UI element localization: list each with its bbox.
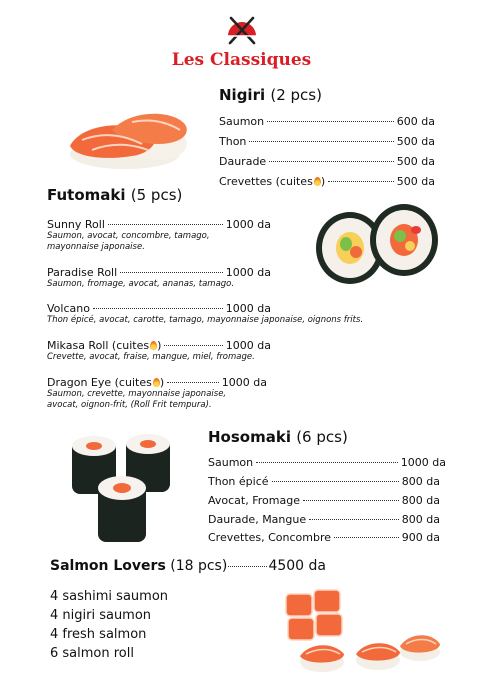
dot-leader — [256, 462, 398, 463]
item-price: 800 da — [401, 475, 440, 488]
item-name: Mikasa Roll (cuites ) — [47, 339, 162, 352]
nigiri-count: (2 pcs) — [270, 86, 322, 104]
item-name: Volcano — [47, 302, 90, 315]
futomaki-row-volcano — [47, 302, 271, 315]
item-description: Saumon, crevette, mayonnaise japonaise, avocat, oignon-frit, (Roll Frit tempura). — [47, 389, 227, 410]
item-name: Thon — [219, 135, 247, 148]
item-price: 1000 da — [225, 302, 271, 315]
list-item: 4 fresh salmon — [50, 627, 147, 642]
item-name: Crevettes, Concombre — [208, 531, 332, 544]
futomaki-row-dragon-eye — [47, 376, 267, 389]
dot-leader — [269, 161, 394, 162]
dot-leader — [164, 345, 222, 346]
item-description: Saumon, avocat, concombre, tamago, mayonnaise japonaise. — [47, 231, 210, 252]
item-price: 800 da — [401, 513, 440, 526]
futomaki-row-sunny — [47, 218, 271, 231]
futomaki-count: (5 pcs) — [130, 186, 183, 204]
list-item: 4 sashimi saumon — [50, 589, 169, 604]
futomaki-row-paradise — [47, 266, 271, 279]
item-price: 900 da — [401, 531, 440, 544]
dot-leader — [267, 121, 394, 122]
dot-leader — [249, 141, 393, 142]
nigiri-row-saumon — [219, 115, 435, 128]
item-price: 500 da — [396, 155, 435, 168]
dot-leader — [93, 308, 223, 309]
item-price: 800 da — [401, 494, 440, 507]
item-price: 1000 da — [225, 266, 271, 279]
item-description: Thon épicé, avocat, carotte, tamago, mayonnaise japonaise, oignons frits. — [47, 315, 364, 325]
dot-leader — [272, 481, 399, 482]
item-price: 1000 da — [221, 376, 267, 389]
hosomaki-row-saumon — [208, 456, 446, 469]
nigiri-row-daurade — [219, 155, 435, 168]
futomaki-title: Futomaki — [47, 186, 126, 204]
salmon-lovers-list — [50, 587, 168, 663]
dot-leader — [309, 519, 399, 520]
item-description: Saumon, fromage, avocat, ananas, tamago. — [47, 279, 235, 289]
item-price: 600 da — [396, 115, 435, 128]
hosomaki-row-avocat — [208, 494, 440, 507]
hosomaki-heading — [208, 428, 348, 446]
hosomaki-row-crevettes — [208, 531, 440, 544]
list-item: 6 salmon roll — [50, 646, 134, 661]
salmon-lovers-heading — [50, 558, 326, 574]
nigiri-image — [62, 104, 192, 174]
page-title: Les Classiques — [171, 50, 312, 70]
hosomaki-row-daurade — [208, 513, 440, 526]
item-price: 1000 da — [400, 456, 446, 469]
item-price: 1000 da — [225, 218, 271, 231]
item-name: Thon épicé — [208, 475, 269, 488]
item-name: Daurade — [219, 155, 267, 168]
salmon-lovers-title: Salmon Lovers — [50, 558, 166, 574]
flame-icon — [153, 378, 160, 387]
hosomaki-image — [68, 432, 183, 547]
dot-leader — [167, 382, 219, 383]
hosomaki-count: (6 pcs) — [296, 428, 348, 446]
item-description: Crevette, avocat, fraise, mangue, miel, fromage. — [47, 352, 255, 362]
list-item: 4 nigiri saumon — [50, 608, 152, 623]
item-name: Avocat, Fromage — [208, 494, 300, 507]
dot-leader — [108, 224, 223, 225]
item-price: 500 da — [396, 175, 435, 188]
futomaki-row-mikasa — [47, 339, 271, 352]
dot-leader — [328, 181, 394, 182]
dot-leader — [303, 500, 399, 501]
dot-leader — [120, 272, 223, 273]
nigiri-heading — [219, 86, 322, 104]
salmon-platter-image — [282, 588, 442, 680]
salmon-lovers-count: (18 pcs) — [170, 558, 228, 574]
flame-icon — [314, 177, 321, 186]
item-price: 1000 da — [225, 339, 271, 352]
item-price: 500 da — [396, 135, 435, 148]
item-name: Daurade, Mangue — [208, 513, 307, 526]
item-name: Dragon Eye (cuites ) — [47, 376, 165, 389]
item-price: 4500 da — [268, 558, 326, 574]
item-name: Paradise Roll — [47, 266, 118, 279]
hosomaki-row-thon-epice — [208, 475, 440, 488]
nigiri-row-crevettes — [219, 175, 435, 188]
chopsticks-sun-logo-icon — [225, 14, 259, 48]
dot-leader — [228, 566, 267, 567]
nigiri-title: Nigiri — [219, 86, 266, 104]
hosomaki-title: Hosomaki — [208, 428, 291, 446]
item-name — [50, 558, 227, 574]
item-name: Crevettes (cuites ) — [219, 175, 326, 188]
item-name: Sunny Roll — [47, 218, 105, 231]
item-name: Saumon — [208, 456, 254, 469]
dot-leader — [334, 537, 399, 538]
futomaki-image — [312, 200, 440, 290]
nigiri-row-thon — [219, 135, 435, 148]
item-name: Saumon — [219, 115, 265, 128]
futomaki-heading — [47, 186, 182, 204]
